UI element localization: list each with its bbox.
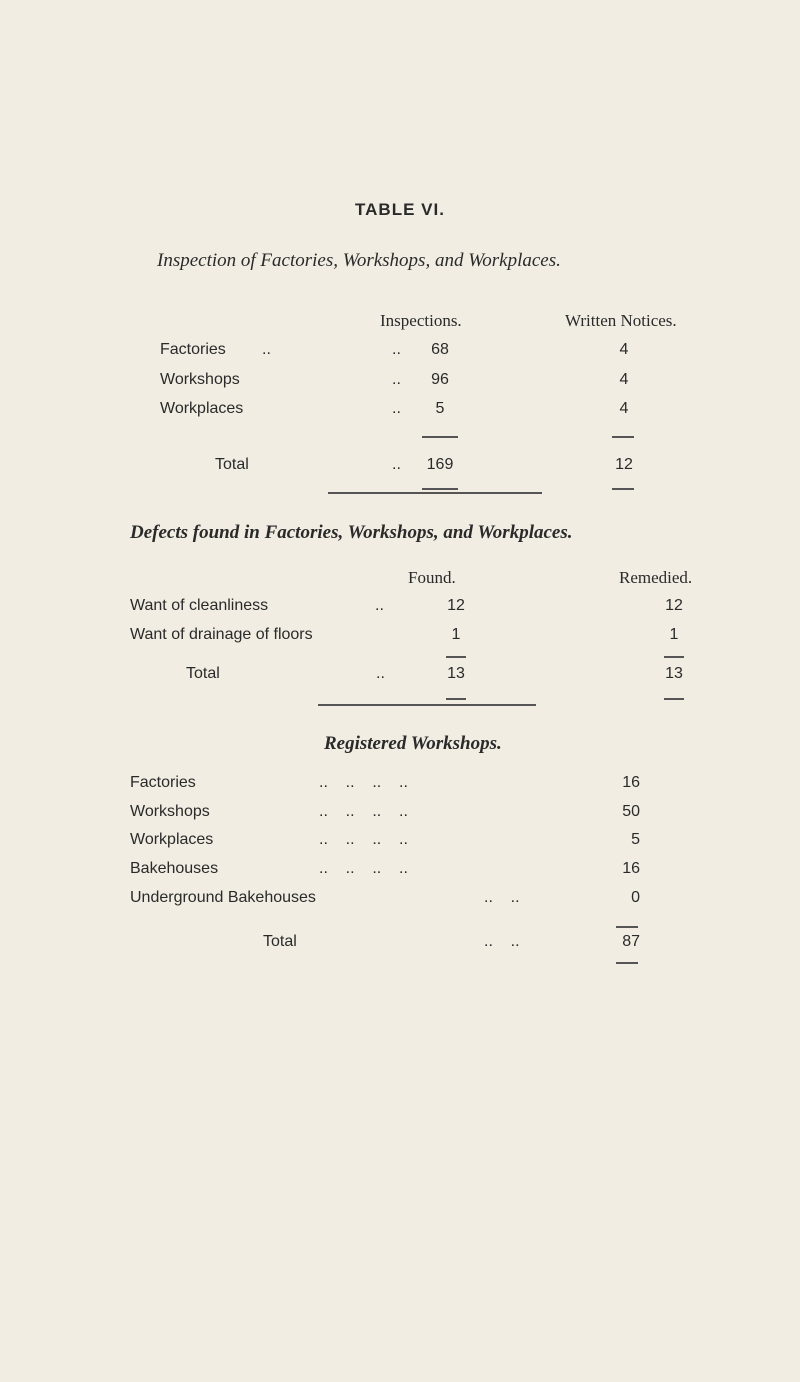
sum-rule — [612, 436, 634, 438]
total-label: Total — [263, 933, 297, 950]
leader-dots: .. .. .. .. — [319, 831, 408, 848]
found-value: 1 — [451, 626, 461, 643]
remedied-column-header: Remedied. — [619, 568, 693, 587]
sum-rule — [422, 436, 458, 438]
total-rule — [664, 698, 684, 700]
remedied-value: 12 — [665, 597, 683, 614]
row-label: Workplaces — [130, 831, 214, 848]
remedied-total: 13 — [665, 665, 683, 682]
section-divider — [328, 492, 542, 494]
row-label: Workshops — [130, 803, 210, 820]
leader-dots: .. — [392, 456, 401, 473]
row-label: Factories — [130, 774, 196, 791]
registered-value: 0 — [631, 889, 640, 906]
sum-rule — [664, 656, 684, 658]
row-label: Workshops — [160, 371, 240, 388]
total-rule — [612, 488, 634, 490]
total-label: Total — [215, 456, 249, 473]
leader-dots: .. — [392, 400, 401, 417]
total-rule — [422, 488, 458, 490]
inspections-value: 96 — [431, 371, 449, 388]
leader-dots: .. .. .. .. — [319, 774, 408, 791]
registered-value: 16 — [622, 860, 640, 877]
row-label: Factories — [160, 341, 226, 358]
defects-title: Defects found in Factories, Workshops, and Workplaces. — [130, 522, 573, 543]
inspections-value: 68 — [431, 341, 449, 358]
registered-value: 16 — [622, 774, 640, 791]
found-value: 12 — [447, 597, 465, 614]
inspection-title: Inspection of Factories, Workshops, and Workplaces. — [157, 250, 561, 271]
leader-dots: .. — [392, 341, 401, 358]
registered-value: 5 — [631, 831, 640, 848]
table-label: TABLE VI. — [355, 200, 445, 219]
registered-title-text: Registered Workshops. — [324, 733, 502, 754]
notices-total: 12 — [615, 456, 633, 473]
remedied-value: 1 — [669, 626, 679, 643]
leader-dots: .. — [392, 371, 401, 388]
row-label: Bakehouses — [130, 860, 219, 877]
leader-dots: .. .. — [484, 933, 520, 950]
total-label: Total — [186, 665, 220, 682]
sum-rule — [616, 926, 638, 928]
found-column-header: Found. — [408, 568, 456, 587]
written-notices-column-header: Written Notices. — [565, 311, 677, 330]
leader-dots: .. .. .. .. — [319, 860, 408, 877]
total-rule — [446, 698, 466, 700]
inspections-column-header: Inspections. — [380, 311, 462, 330]
leader-dots: .. — [262, 341, 271, 358]
section-divider — [318, 704, 536, 706]
notices-value: 4 — [619, 341, 629, 358]
row-label: Want of drainage of floors — [130, 626, 313, 643]
leader-dots: .. .. .. .. — [319, 803, 408, 820]
registered-workshops-title — [324, 733, 502, 755]
row-label: Workplaces — [160, 400, 244, 417]
leader-dots: .. — [376, 665, 385, 682]
leader-dots: .. — [375, 597, 384, 614]
row-label: Want of cleanliness — [130, 597, 269, 614]
inspections-total: 169 — [426, 456, 454, 473]
row-label: Underground Bakehouses — [130, 889, 316, 906]
found-total: 13 — [447, 665, 465, 682]
notices-value: 4 — [619, 400, 629, 417]
registered-value: 50 — [622, 803, 640, 820]
sum-rule — [446, 656, 466, 658]
leader-dots: .. .. — [484, 889, 520, 906]
notices-value: 4 — [619, 371, 629, 388]
registered-total: 87 — [622, 933, 640, 950]
inspections-value: 5 — [435, 400, 445, 417]
total-rule — [616, 962, 638, 964]
